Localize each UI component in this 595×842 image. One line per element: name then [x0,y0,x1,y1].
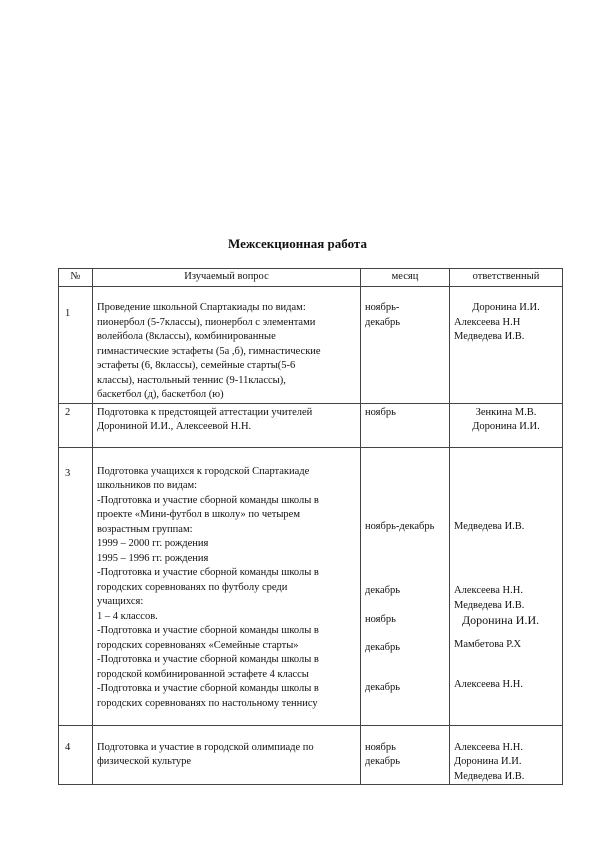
row-number: 4 [59,725,93,785]
row-month: ноябрь-декабрь декабрь ноябрь декабрь декабрь [361,447,450,725]
table-header-row [59,269,563,287]
row-responsible: Алексеева Н.Н. Доронина И.И. Медведева И.В. [450,725,563,785]
row-number: 2 [59,403,93,447]
table-row [59,403,563,447]
table-row [59,725,563,785]
row-month: ноябрь [361,403,450,447]
table-row [59,447,563,725]
plan-table [58,268,563,785]
row-responsible: Доронина И.И. Алексеева Н.Н Медведева И.В. [450,287,563,404]
row-responsible: Медведева И.В. Алексеева Н.Н. Медведева И.В. Доронина И.И. Мамбетова Р.Х Алексеева Н.Н. [450,447,563,725]
row-number: 3 [59,447,93,725]
row-topic: Проведение школьной Спартакиады по видам: пионербол (5-7классы), пионербол с элементами волейбола (8классы), комбинированные гимнастические эстафеты (5а ,б), гимнастические эстафеты (6, 8классы), семейные старты(5-6 классы), настольный теннис (9-11классы), баскетбол (д), баскетбол (ю) [93,287,361,404]
row-topic: Подготовка учащихся к городской Спартакиаде школьников по видам: -Подготовка и участие сборной команды школы в проекте «Мини-футбол в школу» по четырем возрастным группам: 1999 – 2000 гг. рождения 1995 – 1996 гг. рождения -Подготовка и участие сборной команды школы в городских соревнованях по футболу среди учащихся: 1 – 4 классов. -Подготовка и участие сборной команды школы в городских соревнованях «Семейные старты» -Подготовка и участие сборной команды школы в городской комбинированной эстафете 4 классы -Подготовка и участие сборной команды школы в городских соревнованях по настольному теннису [93,447,361,725]
row-number: 1 [59,287,93,404]
table-row [59,287,563,404]
row-responsible: Зенкина М.В. Доронина И.И. [450,403,563,447]
row-topic: Подготовка и участие в городской олимпиаде по физической культуре [93,725,361,785]
row-month: ноябрь декабрь [361,725,450,785]
header-responsible: ответственный [450,269,563,287]
row-topic: Подготовка к предстоящей аттестации учителей Дорониной И.И., Алексеевой Н.Н. [93,403,361,447]
document-title: Межсекционная работа [228,236,367,251]
header-topic: Изучаемый вопрос [93,269,361,287]
row-month: ноябрь- декабрь [361,287,450,404]
header-month: месяц [361,269,450,287]
header-number: № [59,269,93,287]
